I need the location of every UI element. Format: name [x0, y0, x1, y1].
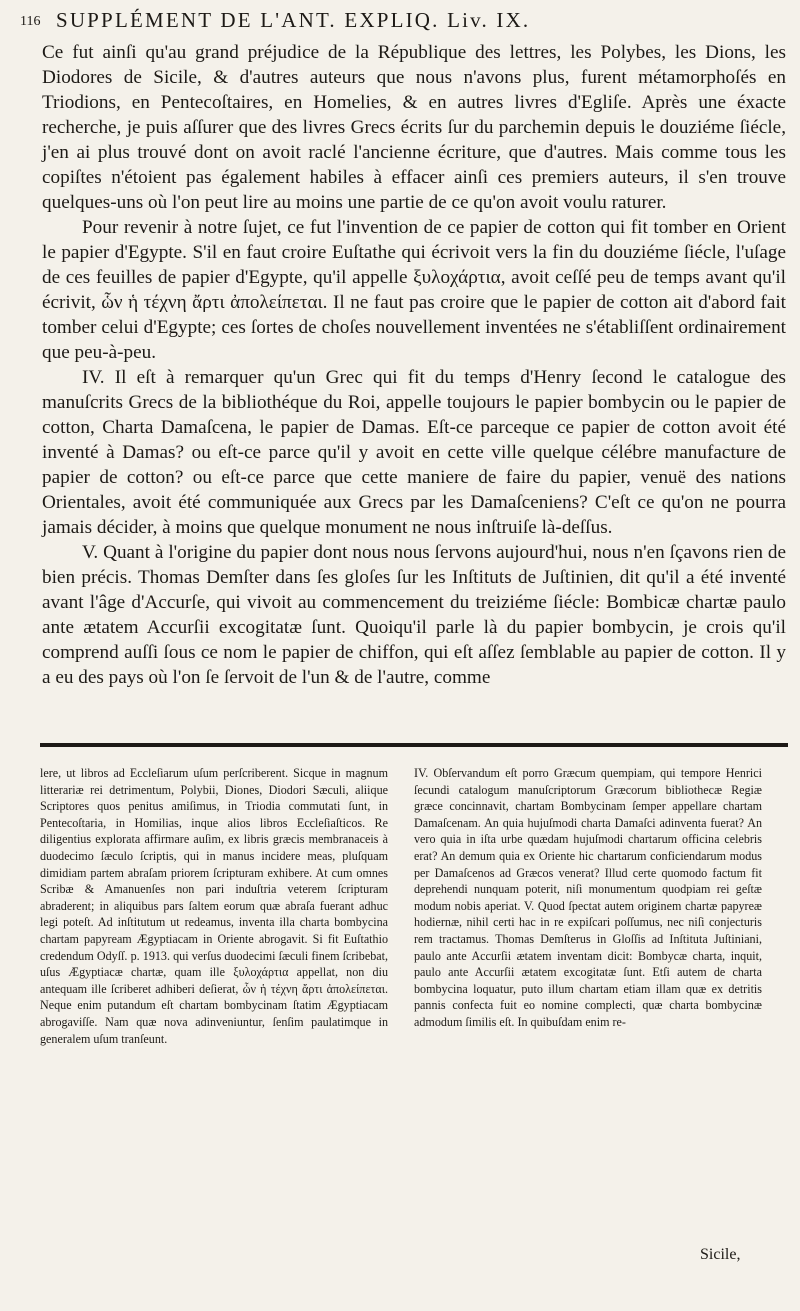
separator-rule: [40, 743, 788, 747]
catchword: Sicile,: [700, 1246, 741, 1263]
footnote-text: IV. Obſervandum eſt porro Græcum quempiam, qui tempore Henrici ſecundi catalogum manuſcriptorum Græcorum bibliothecæ Regiæ græce concinnavit, chartam Bombycinam ſemper appellare chartam Damaſcenam. An quia hujuſmodi charta Damaſci adinventa fuerat? An vero quia in iſta urbe quædam hujuſmodi chartarum officina celebris erat? An demum quia ex Oriente hic chartarum conficiendarum modus per Damaſcenos ad Græcos venerat? Illud certe quomodo factum fit deprehendi nunquam poterit, niſi monumentum quodpiam rei geſtæ modum nobis aperiat. V. Quod ſpectat autem originem chartæ papyreæ hodiernæ, nihil certi hac in re expiſcari poſſumus, nec niſi conjecturis rem tractamus. Thomas Demſterus in Gloſſis ad Inſtituta Juſtiniani, paulo ante Accurſii ætatem inventam dicit: Bombycæ charta, inquit, paulo ante Accurſii ætatem excogitatæ ſunt. Etſi autem de charta bombycina loquatur, puto illum chartam etiam illam quæ ex detritis pannis confecta fuit eo nomine complecti, quæ charta bombycinæ admodum ſimilis eſt. In quibuſdam enim re-: [414, 766, 762, 1029]
paragraph: IV. Il eſt à remarquer qu'un Grec qui fit du temps d'Henry ſecond le catalogue des manuſcrits Grecs de la bibliothéque du Roi, appelle toujours le papier bombycin ou le papier de cotton, Charta Damaſcena, le papier de Damas. Eſt-ce parceque ce papier de cotton avoit été inventé à Damas? ou eſt-ce parce qu'il y avoit en cette ville quelque célébre manufacture de papier de cotton? ou eſt-ce parce que cette maniere de faire du papier, venuë des nations Orientales, avoit été communiquée aux Grecs par les Damaſceniens? C'eſt ce qu'on ne pourra jamais décider, à moins que quelque monument ne nous inſtruiſe là-deſſus.: [42, 367, 786, 538]
running-title: SUPPLÉMENT DE L'ANT. EXPLIQ. Liv. IX.: [55, 8, 531, 32]
footnote-text: lere, ut libros ad Eccleſiarum uſum perſcriberent. Sicque in magnum litterariæ rei detrimentum, Polybii, Diones, Diodori Sæculi, aliique Scriptores quos penitus amiſimus, in Triodia commutati ſunt, in Pentecoſtaria, in Homilias, inque alios libros Eccleſiaſticos. Re diligentius explorata affirmare auſim, ex libris græcis membranaceis à duodecimo ſæculo ſcriptis, qui in manus incidere meas, pluſquam dimidiam partem abraſam priorem ſcripturam exhibere. At cum omnes Scribæ & Amanuenſes non pari induſtria veterem ſcripturam abraderent; in aliquibus pars ſaltem eorum quæ abraſa fuerant adhuc legi poteſt. Ad inſtitutum ut redeamus, inventa illa charta bombycina chartam papyream Ægyptiacam in Oriente abrogavit. Si fit Euſtathio credendum Odyſſ. p. 1913. qui verſus duodecimi ſæculi finem ſcribebat, uſus Ægyptiacæ chartæ, quam ille ξυλοχάρτια appellat, non diu antequam ille ſcriberet adhiberi deſierat, ὧν ἡ τέχνη ἄρτι ἀπολείπεται. Neque enim putandum eſt chartam bombycinam ſtatim Ægyptiacam abrogaviſſe. Nam quæ nova adinveniuntur, ſenſim paulatimque in generalem uſum tranſeunt.: [40, 766, 388, 1046]
paragraph: Pour revenir à notre ſujet, ce fut l'invention de ce papier de cotton qui fit tomber en Orient le papier d'Egypte. S'il en faut croire Euſtathe qui écrivoit vers la fin du douziéme ſiécle, l'uſage de ces feuilles de papier d'Egypte, qu'il appelle ξυλοχάρτια, avoit ceſſé peu de temps avant qu'il écrivit, ὧν ἡ τέχνη ἄρτι ἀπολείπεται. Il ne faut pas croire que le papier de cotton ait d'abord fait tomber celui d'Egypte; ces ſortes de choſes nouvellement inventées ne s'établiſſent ordinairement que peu-à-peu.: [42, 217, 786, 363]
page-number: 116: [20, 14, 41, 29]
running-header: [20, 8, 780, 38]
footnote-column-left: [40, 765, 388, 1047]
paragraph: V. Quant à l'origine du papier dont nous nous ſervons aujourd'hui, nous n'en ſçavons rien de bien précis. Thomas Demſter dans ſes gloſes ſur les Inſtituts de Juſtinien, dit qu'il a été inventé avant l'âge d'Accurſe, qui vivoit au commencement du treiziéme ſiécle: Bombicæ chartæ paulo ante ætatem Accurſii excogitatæ ſunt. Quoiqu'il parle là du papier bombycin, je crois qu'il comprend auſſi ſous ce nom le papier de chiffon, qui eſt aſſez ſemblable au papier de cotton. Il y a eu des pays où l'on ſe ſervoit de l'un & de l'autre, comme: [42, 542, 786, 688]
paragraph: Ce fut ainſi qu'au grand préjudice de la République des lettres, les Polybes, les Dions, les Diodores de Sicile, & d'autres auteurs que nous n'avons plus, furent métamorphoſés en Triodions, en Pentecoſtaires, en Homelies, & en autres livres d'Egliſe. Après une éxacte recherche, je puis aſſurer que des livres Grecs écrits ſur du parchemin depuis le douziéme ſiécle, j'en ai plus trouvé dont on avoit raclé l'ancienne écriture, que d'autres. Mais comme tous les copiſtes n'étoient pas également habiles à effacer ainſi ces premiers auteurs, il s'en trouve quelques-uns où l'on peut lire au moins une partie de ce qu'on avoit voulu raturer.: [42, 42, 786, 213]
footnote-column-right: [414, 765, 762, 1031]
main-text: [42, 40, 786, 690]
